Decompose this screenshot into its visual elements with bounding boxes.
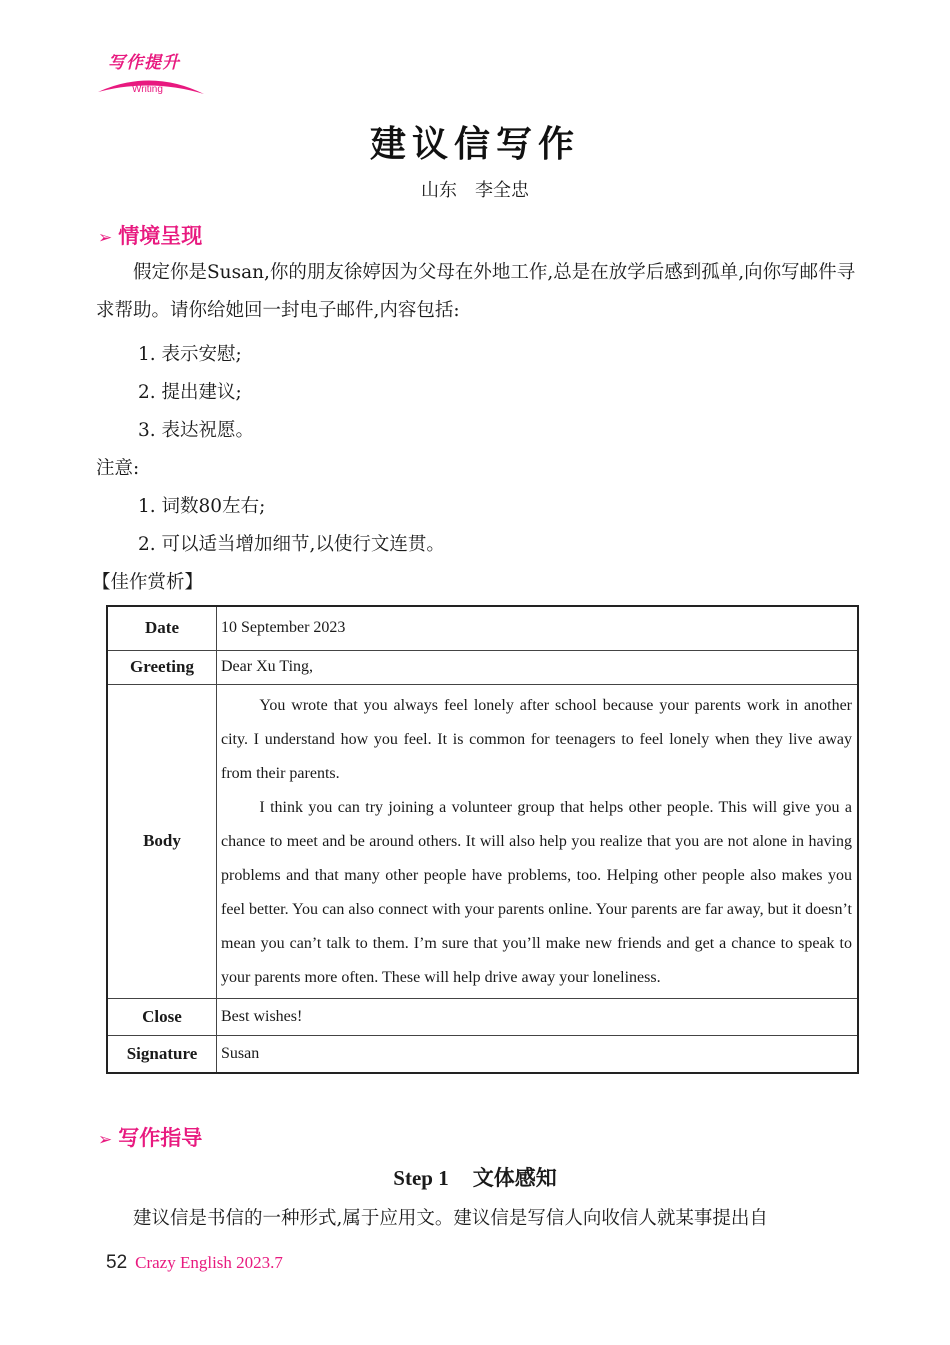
table-row-close bbox=[107, 998, 858, 1035]
logo-subtitle: Writing bbox=[132, 84, 163, 95]
date-value: 10 September 2023 bbox=[217, 606, 859, 650]
requirement-item-2: 2. 提出建议; bbox=[138, 382, 242, 403]
step-label: Step 1 bbox=[393, 1166, 449, 1190]
section-heading-guidance: ➢ 写作指导 bbox=[98, 1126, 203, 1150]
row-label-date: Date bbox=[107, 606, 217, 650]
situation-paragraph: 假定你是Susan,你的朋友徐婷因为父母在外地工作,总是在放学后感到孤单,向你写邮件寻求帮助。请你给她回一封电子邮件,内容包括: bbox=[96, 262, 856, 321]
page-number: 52 bbox=[106, 1252, 128, 1273]
note-item-2: 2. 可以适当增加细节,以使行文连贯。 bbox=[138, 534, 445, 555]
close-value: Best wishes! bbox=[217, 998, 859, 1035]
triangle-bullet-icon: ➢ bbox=[98, 1130, 113, 1150]
article-title: 建议信写作 bbox=[369, 124, 580, 165]
step-heading bbox=[0, 1162, 950, 1192]
requirement-item-1: 1. 表示安慰; bbox=[138, 344, 242, 365]
row-label-close: Close bbox=[107, 998, 217, 1035]
greeting-value: Dear Xu Ting, bbox=[217, 650, 859, 684]
signature-value: Susan bbox=[217, 1035, 859, 1073]
letter-structure-table bbox=[106, 605, 859, 1074]
table-row-greeting bbox=[107, 650, 858, 684]
table-row-signature bbox=[107, 1035, 858, 1073]
sample-label: 【佳作赏析】 bbox=[92, 572, 204, 593]
note-label: 注意: bbox=[96, 458, 140, 479]
table-row-body bbox=[107, 684, 858, 998]
row-label-signature: Signature bbox=[107, 1035, 217, 1073]
row-label-greeting: Greeting bbox=[107, 650, 217, 684]
table-row-date bbox=[107, 606, 858, 650]
body-paragraph-2: I think you can try joining a volunteer group that helps other people. This will give you a chance to meet and be around others. It will also help you realize that you are not alone in having problems and that many other people have problems, too. Helping other people also makes you feel better. You can also connect with your parents online. Your parents are far away, but it doesn’t mean you can’t talk to them. I’m sure that you’ll make new friends and get a chance to speak to your parents more often. These will help drive away your loneliness. bbox=[221, 798, 852, 986]
magazine-issue: Crazy English 2023.7 bbox=[135, 1253, 283, 1272]
triangle-bullet-icon: ➢ bbox=[98, 228, 113, 248]
step-title: 文体感知 bbox=[472, 1166, 557, 1190]
requirement-item-3: 3. 表达祝愿。 bbox=[138, 420, 255, 441]
page-footer bbox=[106, 1252, 283, 1274]
section-heading-situation: ➢ 情境呈现 bbox=[98, 224, 203, 248]
magazine-logo bbox=[96, 48, 208, 100]
logo-text: 写作提升 bbox=[108, 53, 180, 73]
body-paragraph-1: You wrote that you always feel lonely after school because your parents work in another city. I understand how you feel. It is common for teenagers to feel lonely when they live away from their parents. bbox=[221, 696, 852, 782]
row-label-body: Body bbox=[107, 684, 217, 998]
guidance-paragraph: 建议信是书信的一种形式,属于应用文。建议信是写信人向收信人就某事提出自 bbox=[133, 1208, 768, 1229]
author-line: 山东 李全忠 bbox=[421, 180, 529, 201]
note-item-1: 1. 词数80左右; bbox=[138, 496, 266, 517]
letter-body bbox=[221, 685, 852, 998]
body-cell bbox=[217, 684, 859, 998]
